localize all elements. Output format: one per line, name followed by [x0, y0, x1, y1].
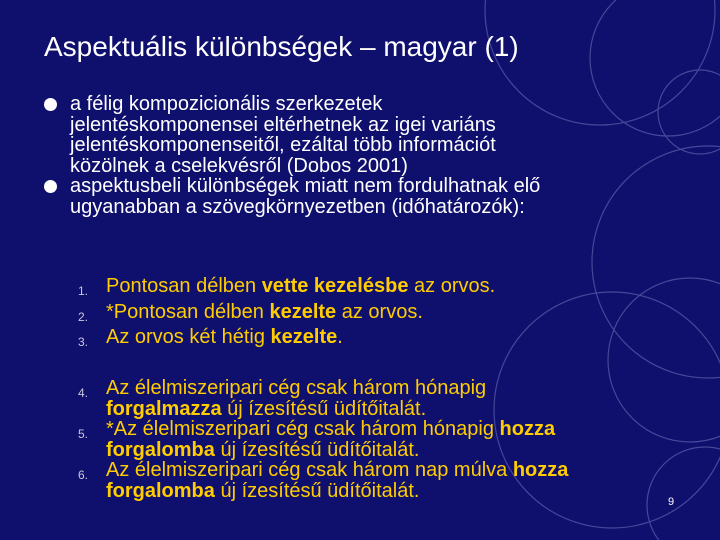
example-verb-bold: kezelte — [270, 326, 338, 348]
example-text — [106, 276, 495, 302]
example-text-segment: új ízesítésű üdítőitalát. — [214, 438, 420, 461]
example-verb-bold: forgalmazza — [106, 397, 222, 420]
example-text-segment: az orvos. — [336, 300, 423, 323]
example-text-segment: Az élelmiszeripari cég csak három hónapig — [106, 377, 487, 399]
example-text-segment: Pontosan délben — [106, 275, 262, 297]
bullet-dot-icon — [44, 180, 57, 193]
example-text — [106, 378, 486, 419]
example-list-1 — [78, 276, 678, 353]
example-text-segment: *Az élelmiszeripari cég csak három hónapig — [106, 418, 500, 440]
example-text — [106, 302, 423, 328]
bullet-list — [44, 94, 684, 217]
bullet-dot-icon — [44, 98, 57, 111]
example-text — [106, 419, 555, 460]
example-list-2 — [78, 378, 678, 501]
example-text-segment: *Pontosan délben — [106, 300, 270, 323]
example-text — [106, 327, 343, 353]
example-number: 2. — [78, 309, 89, 324]
bullet-text: aspektusbeli különbségek miatt nem fordulhatnak elő ugyanabban a szövegkörnyezetben (időhatározók): — [70, 175, 541, 218]
bullet-item — [44, 94, 684, 176]
example-verb-bold: hozza forgalomba — [106, 459, 569, 502]
example-item — [78, 460, 678, 501]
example-text-segment: . — [337, 326, 343, 348]
example-verb-bold: vette kezelésbe — [261, 275, 409, 297]
slide-title: Aspektuális különbségek – magyar (1) — [44, 31, 519, 62]
example-number: 5. — [78, 427, 89, 441]
example-verb-bold: kezelte — [269, 300, 337, 323]
example-text-segment: új ízesítésű üdítőitalát. — [221, 397, 427, 420]
example-verb-bold: hozza forgalomba — [106, 418, 556, 461]
example-item — [78, 378, 678, 419]
example-number: 1. — [78, 284, 89, 298]
page-number: 9 — [668, 496, 675, 508]
example-text-segment: Az orvos két hétig — [106, 326, 271, 348]
example-item — [78, 276, 678, 302]
bullet-text: a félig kompozicionális szerkezetek jelentéskomponensei eltérhetnek az igei variáns jelentéskomponenseitől, ezáltal több információt közölnek a cselekvésről (Dobos 2001) — [70, 93, 496, 177]
example-number: 3. — [78, 335, 89, 349]
example-number: 4. — [78, 386, 89, 400]
example-number: 6. — [78, 468, 89, 482]
example-item — [78, 327, 678, 353]
bullet-item — [44, 176, 684, 217]
example-item — [78, 302, 678, 328]
example-text-segment: az orvos. — [408, 275, 496, 297]
example-text-segment: új ízesítésű üdítőitalát. — [214, 479, 420, 502]
example-item — [78, 419, 678, 460]
example-text — [106, 460, 568, 501]
example-text-segment: Az élelmiszeripari cég csak három nap múlva — [106, 459, 513, 481]
